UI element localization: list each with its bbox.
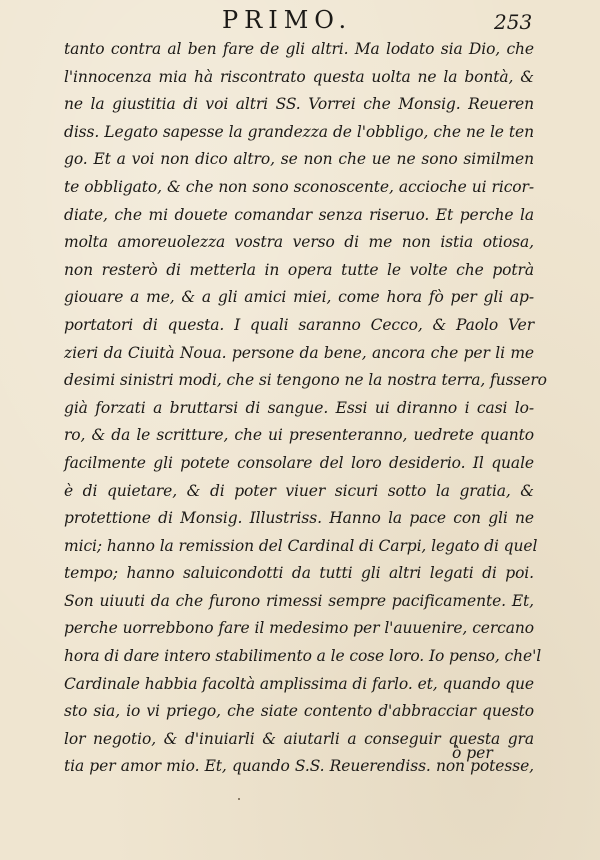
text-line: hora di dare intero stabilimento a le cose loro. Io penso, che'l — [64, 647, 542, 666]
text-line: portatori di questa. I quali saranno Cecco, & Paolo Ver — [64, 315, 534, 334]
text-line: lor negotio, & d'inuiarli & aiutarli a conseguir questa gra — [64, 729, 534, 748]
text-line: ro, & da le scritture, che ui presenteranno, uedrete quanto — [64, 426, 534, 445]
page-number: 253 — [494, 10, 533, 34]
text-line: go. Et a voi non dico altro, se non che ue ne sono similmen — [64, 150, 534, 169]
text-line: diss. Legato sapesse la grandezza de l'obbligo, che ne le ten — [64, 122, 534, 141]
text-line: perche uorrebbono fare il medesimo per l'auuenire, cercano — [64, 619, 534, 638]
text-line: facilmente gli potete consolare del loro desiderio. Il quale — [64, 453, 534, 472]
text-line: sto sia, io vi priego, che siate contento d'abbracciar questo — [64, 702, 534, 721]
text-line: già forzati a bruttarsi di sangue. Essi ui diranno i casi lo- — [64, 398, 534, 417]
text-line: Cardinale habbia facoltà amplissima di farlo. et, quando que — [64, 674, 534, 693]
text-line: l'innocenza mia hà riscontrato questa uolta ne la bontà, & — [64, 67, 534, 86]
text-line: molta amoreuolezza vostra verso di me non istia otiosa, — [64, 233, 534, 252]
paper-speck — [238, 798, 240, 800]
text-line: mici; hanno la remission del Cardinal di Carpi, legato di quel — [64, 536, 538, 555]
text-line: è di quietare, & di poter viuer sicuri sotto la gratia, & — [64, 481, 534, 500]
text-line: desimi sinistri modi, che si tengono ne la nostra terra, fussero — [64, 371, 547, 390]
body-text — [64, 36, 547, 781]
text-line: non resterò di metterla in opera tutte le volte che potrà — [64, 260, 534, 279]
text-line: zieri da Ciuità Noua. persone da bene, ancora che per li me — [64, 343, 534, 362]
running-head-title: PRIMO. — [222, 6, 353, 34]
text-line: giouare a me, & a gli amici miei, come hora fò per gli ap- — [64, 288, 534, 307]
text-line: Son uiuuti da che furono rimessi sempre pacificamente. Et, — [64, 591, 534, 610]
text-line: tanto contra al ben fare de gli altri. Ma lodato sia Dio, che — [64, 40, 534, 58]
text-line: tempo; hanno saluicondotti da tutti gli altri legati di poi. — [64, 564, 534, 583]
text-line: tia per amor mio. Et, quando S.S. Reuerendiss. non potesse, — [64, 757, 534, 776]
running-head — [0, 6, 600, 36]
catchword: ò per — [452, 744, 493, 762]
text-line: te obbligato, & che non sono sconoscente, accioche ui ricor- — [64, 177, 534, 196]
text-line: diate, che mi douete comandar senza riseruo. Et perche la — [64, 205, 534, 224]
text-line: ne la giustitia di voi altri SS. Vorrei che Monsig. Reueren — [64, 95, 534, 114]
text-line: protettione di Monsig. Illustriss. Hanno la pace con gli ne — [64, 509, 534, 528]
